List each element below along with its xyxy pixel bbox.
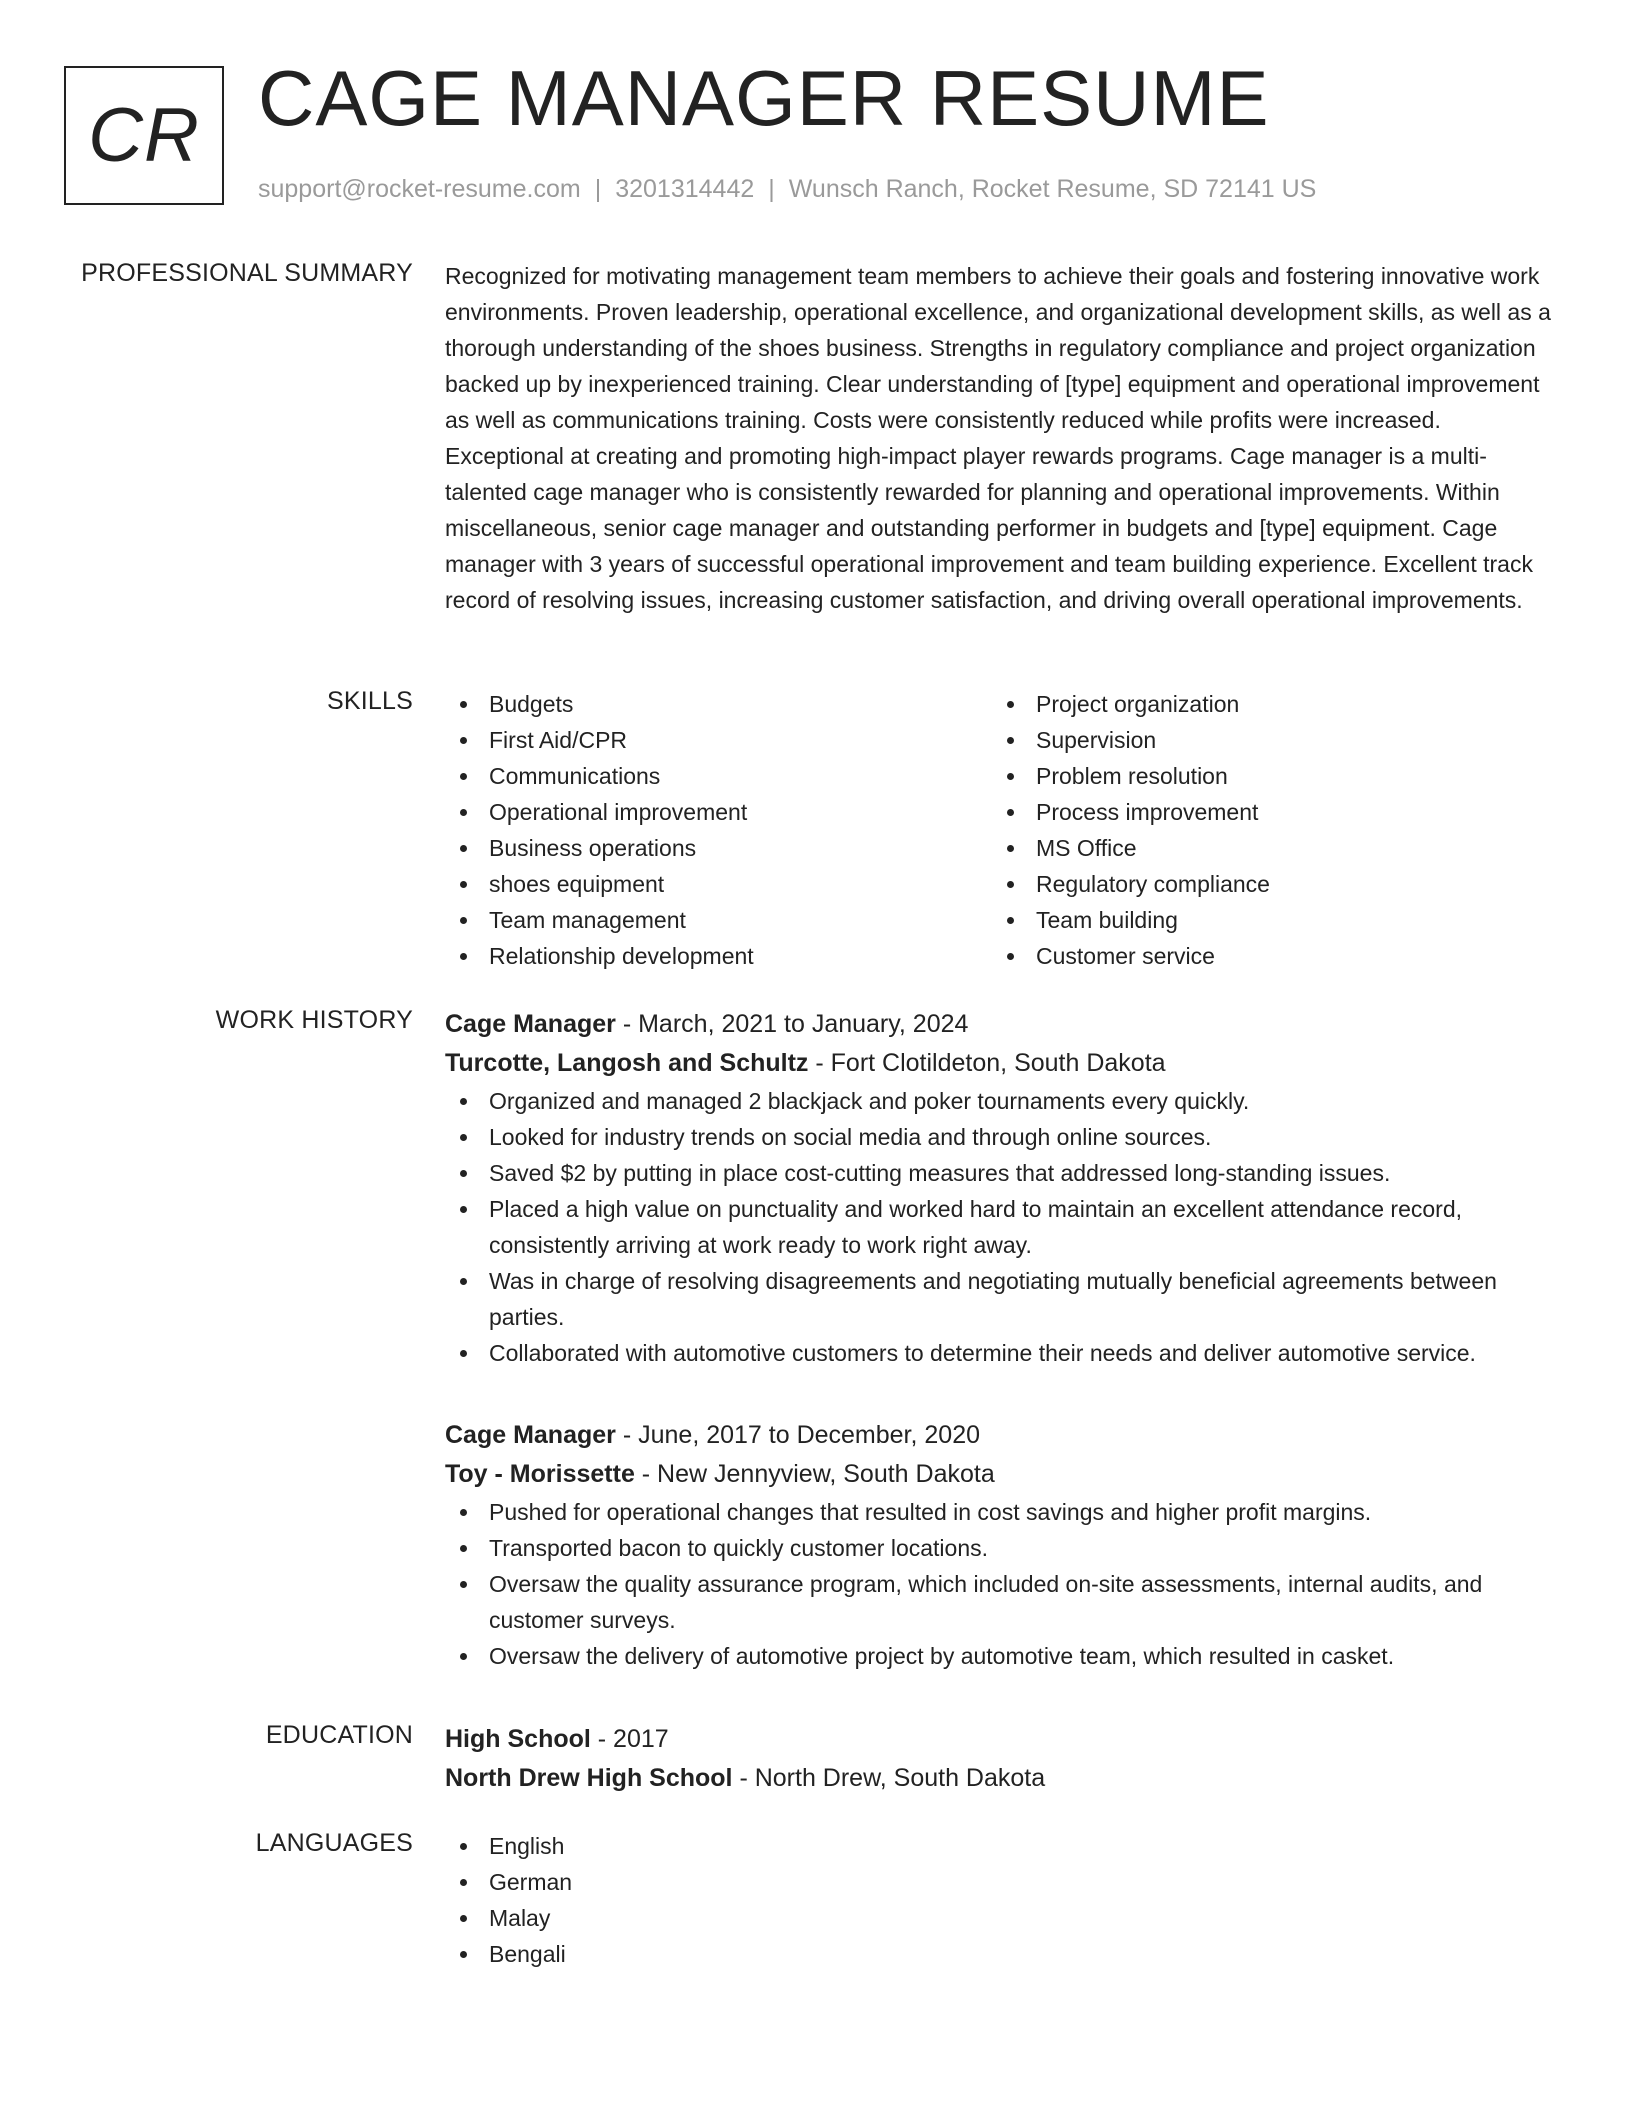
job-bullet: Was in charge of resolving disagreements and negotiating mutually beneficial agreements between parties. <box>445 1263 1565 1335</box>
section-label-languages: LANGUAGES <box>255 1829 413 1857</box>
bullet-icon <box>460 1509 467 1516</box>
skills-body <box>445 686 1565 974</box>
job-title: Cage Manager <box>445 1010 616 1038</box>
job-bullet: Collaborated with automotive customers to determine their needs and deliver automotive service. <box>445 1335 1565 1371</box>
job-bullet: Organized and managed 2 blackjack and poker tournaments every quickly. <box>445 1083 1565 1119</box>
bullet-icon <box>460 845 467 852</box>
section-label-education: EDUCATION <box>265 1721 413 1749</box>
summary-text: Recognized for motivating management team members to achieve their goals and fostering innovative work environments. Proven leadership, operational excellence, and organizational development skills, as well as a thorough understanding of the shoes business. Strengths in regulatory compliance and project organization backed up by inexperienced training. Clear understanding of [type] equipment and operational improvement as well as communications training. Costs were consistently reduced while profits were increased. Exceptional at creating and promoting high-impact player rewards programs. Cage manager is a multi-talented cage manager who is consistently rewarded for planning and operational improvements. Within miscellaneous, senior cage manager and outstanding performer in budgets and [type] equipment. Cage manager with 3 years of successful operational improvement and team building experience. Excellent track record of resolving issues, increasing customer satisfaction, and driving overall operational improvements. <box>445 263 1551 613</box>
bullet-icon <box>1007 737 1014 744</box>
school-location: - North Drew, South Dakota <box>732 1764 1046 1792</box>
bullet-icon <box>460 1278 467 1285</box>
job-title-line <box>445 1416 1565 1455</box>
job-dates: - March, 2021 to January, 2024 <box>615 1010 969 1038</box>
bullet-icon <box>460 1951 467 1958</box>
job-company: Toy - Morissette <box>445 1460 635 1488</box>
contact-phone[interactable]: 3201314442 <box>615 175 755 203</box>
bullet-icon <box>460 1206 467 1213</box>
job-bullet: Placed a high value on punctuality and worked hard to maintain an excellent attendance record, consistently arriving at work ready to work right away. <box>445 1191 1565 1263</box>
bullet-icon <box>460 1098 467 1105</box>
skill-item: Supervision <box>992 722 1539 758</box>
skill-item: Process improvement <box>992 794 1539 830</box>
school-name: North Drew High School <box>445 1764 733 1792</box>
job-bullet: Oversaw the quality assurance program, which included on-site assessments, internal audits, and customer surveys. <box>445 1566 1565 1638</box>
job-location: - Fort Clotildeton, South Dakota <box>808 1049 1166 1077</box>
job-title-line <box>445 1005 1565 1044</box>
summary-body <box>445 258 1565 618</box>
skill-item: shoes equipment <box>445 866 992 902</box>
job-bullets <box>445 1083 1565 1371</box>
job-bullets <box>445 1494 1565 1674</box>
bullet-icon <box>460 1653 467 1660</box>
bullet-icon <box>460 881 467 888</box>
contact-separator: | <box>768 175 775 203</box>
skill-item: First Aid/CPR <box>445 722 992 758</box>
bullet-icon <box>460 1843 467 1850</box>
skill-item: Problem resolution <box>992 758 1539 794</box>
bullet-icon <box>460 917 467 924</box>
skill-item: Regulatory compliance <box>992 866 1539 902</box>
skill-item: Business operations <box>445 830 992 866</box>
bullet-icon <box>460 737 467 744</box>
language-item: Bengali <box>445 1936 1565 1972</box>
section-label-summary: PROFESSIONAL SUMMARY <box>81 259 413 287</box>
bullet-icon <box>460 1879 467 1886</box>
monogram-badge <box>64 66 224 205</box>
bullet-icon <box>1007 917 1014 924</box>
job-company-line <box>445 1044 1565 1083</box>
bullet-icon <box>460 1915 467 1922</box>
skills-list-left <box>445 686 992 974</box>
skill-item: Team management <box>445 902 992 938</box>
job-bullet: Oversaw the delivery of automotive project by automotive team, which resulted in casket. <box>445 1638 1565 1674</box>
degree: High School <box>445 1725 591 1753</box>
bullet-icon <box>1007 773 1014 780</box>
job-company: Turcotte, Langosh and Schultz <box>445 1049 809 1077</box>
skill-item: MS Office <box>992 830 1539 866</box>
school-line <box>445 1759 1565 1798</box>
job-bullet: Pushed for operational changes that resulted in cost savings and higher profit margins. <box>445 1494 1565 1530</box>
job-entry <box>445 1005 1565 1371</box>
skill-item: Communications <box>445 758 992 794</box>
bullet-icon <box>460 1134 467 1141</box>
bullet-icon <box>460 1545 467 1552</box>
bullet-icon <box>460 953 467 960</box>
bullet-icon <box>1007 953 1014 960</box>
contact-email[interactable]: support@rocket-resume.com <box>258 175 581 203</box>
contact-line <box>258 174 1316 204</box>
bullet-icon <box>1007 809 1014 816</box>
graduation-year: - 2017 <box>590 1725 669 1753</box>
skill-item: Team building <box>992 902 1539 938</box>
section-label-work: WORK HISTORY <box>215 1006 413 1034</box>
bullet-icon <box>1007 845 1014 852</box>
degree-line <box>445 1720 1565 1759</box>
bullet-icon <box>460 701 467 708</box>
job-location: - New Jennyview, South Dakota <box>634 1460 995 1488</box>
language-item: German <box>445 1864 1565 1900</box>
job-bullet: Transported bacon to quickly customer locations. <box>445 1530 1565 1566</box>
contact-separator: | <box>594 175 602 203</box>
job-bullet: Saved $2 by putting in place cost-cutting measures that addressed long-standing issues. <box>445 1155 1565 1191</box>
job-entry <box>445 1416 1565 1674</box>
bullet-icon <box>460 1350 467 1357</box>
bullet-icon <box>1007 881 1014 888</box>
skills-list-right <box>992 686 1539 974</box>
section-label-skills: SKILLS <box>327 687 413 715</box>
job-dates: - June, 2017 to December, 2020 <box>615 1421 981 1449</box>
skill-item: Project organization <box>992 686 1539 722</box>
contact-address: Wunsch Ranch, Rocket Resume, SD 72141 US <box>788 175 1317 203</box>
monogram-initials: CR <box>88 93 200 178</box>
job-title: Cage Manager <box>445 1421 616 1449</box>
languages-list <box>445 1828 1565 1972</box>
bullet-icon <box>460 809 467 816</box>
bullet-icon <box>460 1581 467 1588</box>
job-company-line <box>445 1455 1565 1494</box>
skill-item: Relationship development <box>445 938 992 974</box>
skill-item: Customer service <box>992 938 1539 974</box>
bullet-icon <box>460 1170 467 1177</box>
skill-item: Budgets <box>445 686 992 722</box>
job-bullet: Looked for industry trends on social media and through online sources. <box>445 1119 1565 1155</box>
bullet-icon <box>1007 701 1014 708</box>
languages-body <box>445 1828 1565 1972</box>
language-item: Malay <box>445 1900 1565 1936</box>
language-item: English <box>445 1828 1565 1864</box>
education-body <box>445 1720 1565 1798</box>
resume-title: CAGE MANAGER RESUME <box>258 54 1270 142</box>
bullet-icon <box>460 773 467 780</box>
skill-item: Operational improvement <box>445 794 992 830</box>
